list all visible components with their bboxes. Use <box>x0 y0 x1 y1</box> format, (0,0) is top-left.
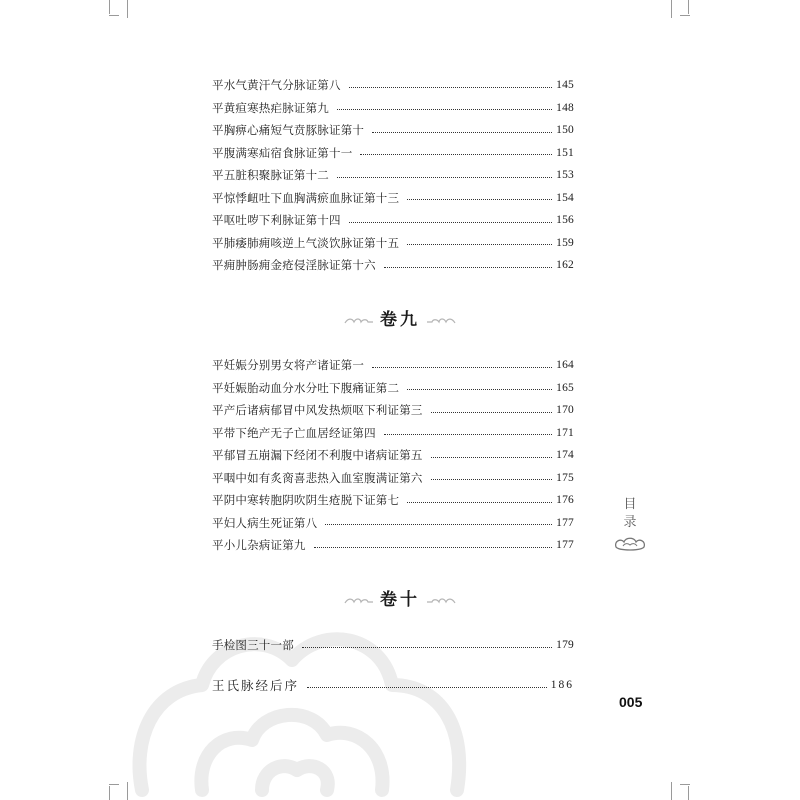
toc-entry[interactable]: 平妇人病生死证第八 177 <box>212 515 574 530</box>
toc-entry[interactable]: 平肺痿肺痈咳逆上气淡饮脉证第十五 159 <box>212 235 574 250</box>
toc-section-juan10 <box>212 634 574 658</box>
page-number: 005 <box>619 694 643 710</box>
crop-mark <box>109 0 110 14</box>
crop-mark <box>680 784 690 785</box>
crop-mark <box>688 786 689 800</box>
crop-mark <box>127 782 128 800</box>
volume-heading <box>0 305 800 330</box>
toc-entry[interactable]: 手检图三十一部 179 <box>212 638 574 652</box>
volume-heading <box>0 585 800 610</box>
toc-entry[interactable]: 平妊娠分别男女将产诸证第一 164 <box>212 358 574 372</box>
toc-entry[interactable]: 平妊娠胎动血分水分吐下腹痛证第二 165 <box>212 380 574 395</box>
toc-section-juan9 <box>212 354 574 554</box>
toc-entry[interactable]: 平产后诸病郁冒中风发热烦呕下利证第三 170 <box>212 403 574 417</box>
toc-entry[interactable]: 平黄疸寒热疟脉证第九 148 <box>212 100 574 115</box>
toc-entry[interactable]: 王氏脉经后序 186 <box>212 678 574 693</box>
volume-title: 卷九 <box>380 310 420 330</box>
crop-mark <box>109 15 119 16</box>
side-label <box>622 496 638 532</box>
side-label-char: 录 <box>623 515 637 530</box>
cloud-ornament-icon <box>344 316 374 326</box>
toc-entry[interactable]: 平咽中如有炙脔喜悲热入血室腹满证第六 175 <box>212 470 574 485</box>
toc-entry[interactable]: 平惊悸衄吐下血胸满瘀血脉证第十三 154 <box>212 190 574 205</box>
crop-mark <box>680 15 690 16</box>
crop-mark <box>127 0 128 18</box>
cloud-ornament-icon <box>426 316 456 326</box>
toc-entry[interactable]: 平五脏积聚脉证第十二 153 <box>212 168 574 182</box>
volume-title: 卷十 <box>380 590 420 610</box>
crop-mark <box>671 782 672 800</box>
toc-section-juan8 <box>212 74 574 274</box>
crop-mark <box>688 0 689 14</box>
cloud-tab-icon <box>613 535 647 553</box>
toc-entry[interactable]: 平痈肿肠痈金疮侵淫脉证第十六 162 <box>212 258 574 272</box>
crop-mark <box>109 784 119 785</box>
cloud-ornament-icon <box>426 596 456 606</box>
toc-entry[interactable]: 平带下绝产无子亡血居经证第四 171 <box>212 425 574 440</box>
side-label-char: 目 <box>623 497 637 512</box>
toc-entry[interactable]: 平呕吐哕下利脉证第十四 156 <box>212 213 574 227</box>
toc-entry[interactable]: 平郁冒五崩漏下经闭不利腹中诸病证第五 174 <box>212 448 574 462</box>
toc-entry[interactable]: 平胸痹心痛短气贲豚脉证第十 150 <box>212 123 574 137</box>
toc-entry[interactable]: 平小儿杂病证第九 177 <box>212 538 574 552</box>
toc-postscript <box>212 674 574 698</box>
toc-entry[interactable]: 平阴中寒转胞阴吹阴生疮脱下证第七 176 <box>212 493 574 507</box>
cloud-ornament-icon <box>344 596 374 606</box>
crop-mark <box>671 0 672 18</box>
crop-mark <box>109 786 110 800</box>
toc-entry[interactable]: 平水气黄汗气分脉证第八 145 <box>212 78 574 92</box>
toc-entry[interactable]: 平腹满寒疝宿食脉证第十一 151 <box>212 145 574 160</box>
